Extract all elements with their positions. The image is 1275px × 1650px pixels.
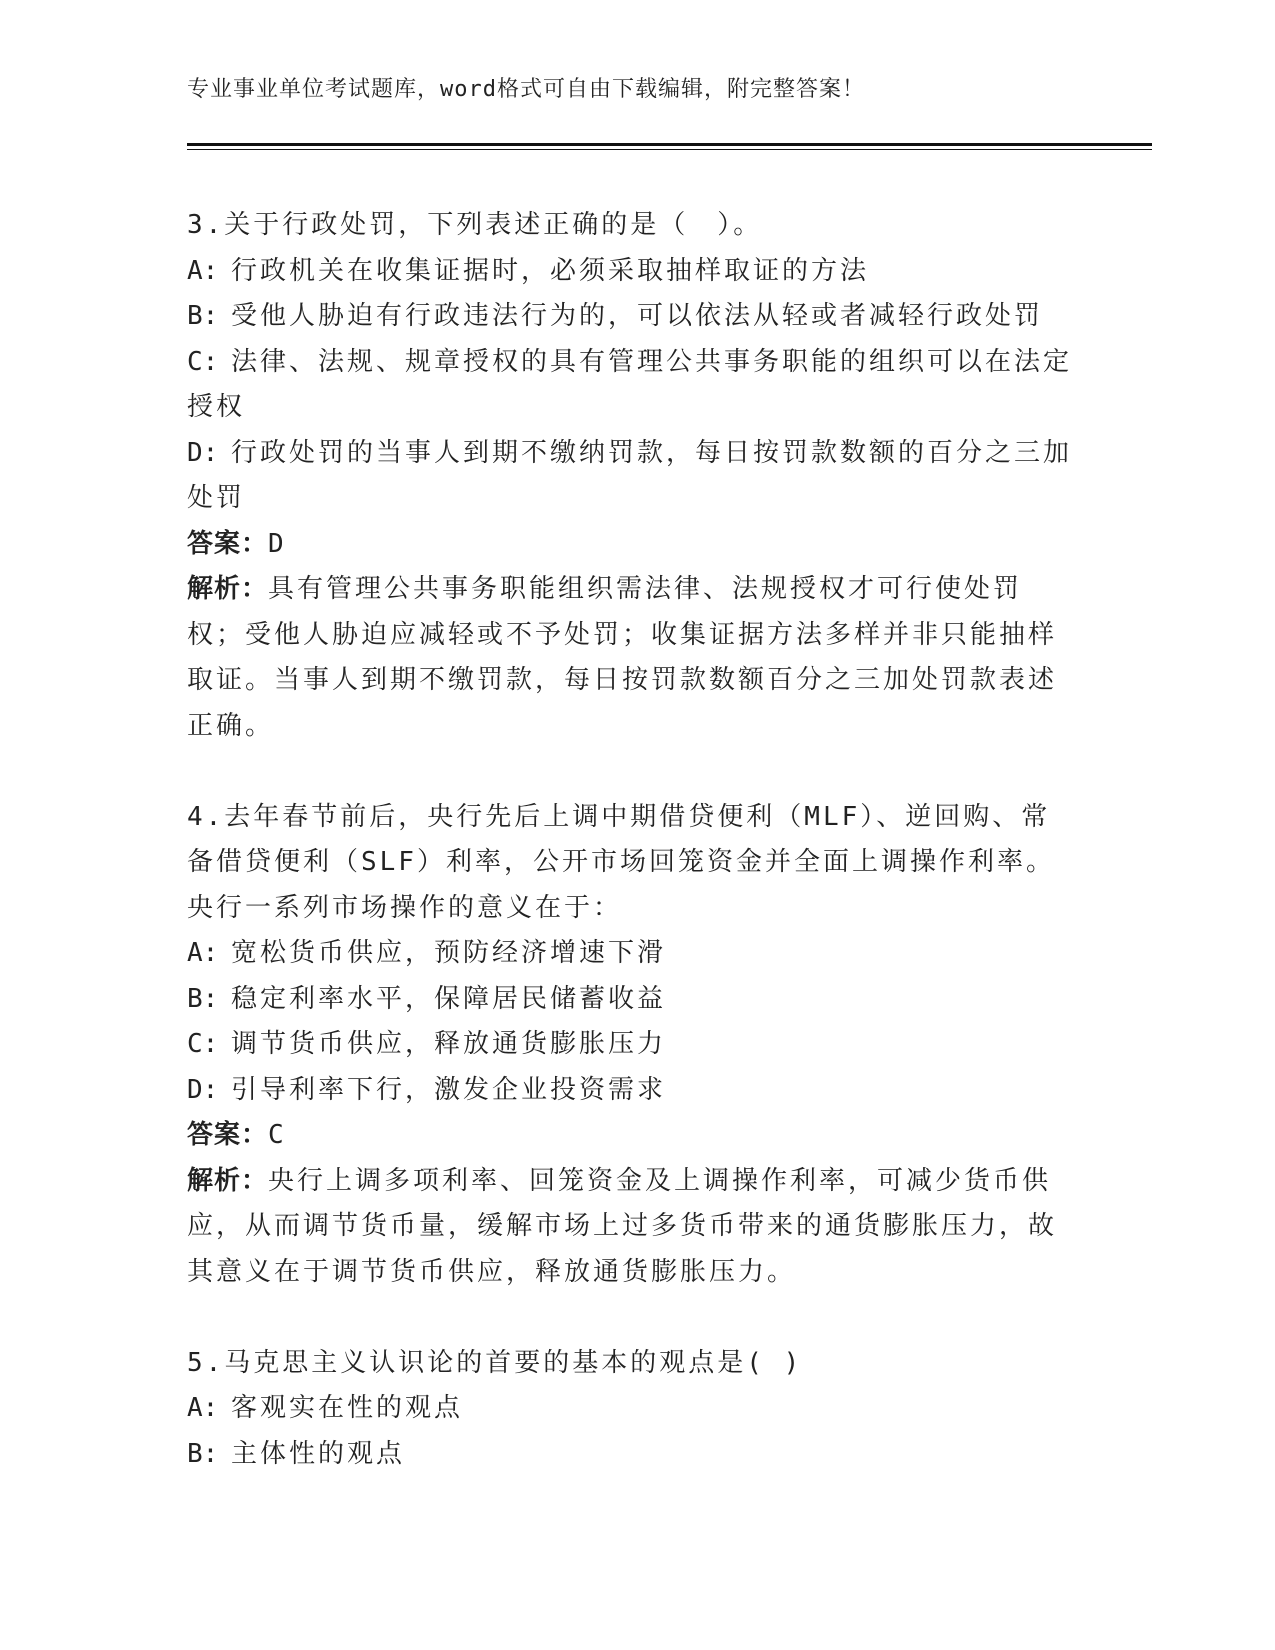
- analysis-text: 央行上调多项利率、回笼资金及上调操作利率，可减少货币供应，从而调节货币量，缓解市场上过多货币带来的通货膨胀压力，故其意义在于调节货币供应，释放通货膨胀压力。: [187, 1165, 1058, 1287]
- option-text: 引导利率下行，激发企业投资需求: [231, 1074, 667, 1105]
- option-key: C:: [187, 1029, 219, 1059]
- question-4: [187, 795, 1077, 1296]
- option-key: D:: [187, 437, 219, 468]
- option-text: 主体性的观点: [231, 1438, 406, 1469]
- option-text: 行政处罚的当事人到期不缴纳罚款，每日按罚款数额的百分之三加处罚: [187, 437, 1073, 513]
- answer-label: 答案：: [187, 1120, 269, 1150]
- option-key: A:: [187, 1393, 219, 1423]
- option-key: B:: [187, 983, 219, 1014]
- question-5: [187, 1341, 1077, 1478]
- option-text: 宽松货币供应，预防经济增速下滑: [231, 938, 667, 968]
- header-rule-thin: [187, 149, 1152, 150]
- option-text: 客观实在性的观点: [231, 1393, 464, 1423]
- question-title: 5.马克思主义认识论的首要的基本的观点是( ): [187, 1347, 803, 1378]
- option-text: 法律、法规、规章授权的具有管理公共事务职能的组织可以在法定授权: [187, 346, 1073, 422]
- question-list: [187, 203, 1077, 1523]
- option-b: [187, 294, 1077, 340]
- header-rule-thick: [187, 143, 1152, 146]
- option-d: [187, 1068, 1077, 1114]
- analysis-line: [187, 1159, 1077, 1296]
- option-key: B:: [187, 301, 219, 331]
- option-key: A:: [187, 938, 219, 968]
- option-key: C:: [187, 346, 219, 377]
- analysis-text: 具有管理公共事务职能组织需法律、法规授权才可行使处罚权；受他人胁迫应减轻或不予处罚；收集证据方法多样并非只能抽样取证。当事人到期不缴罚款，每日按罚款数额百分之三加处罚款表述正确。: [187, 574, 1058, 741]
- analysis-label: 解析：: [187, 1165, 269, 1196]
- analysis-label: 解析：: [187, 574, 269, 604]
- answer-value: C: [268, 1120, 287, 1150]
- page-header-text: 专业事业单位考试题库，word格式可自由下载编辑，附完整答案！: [187, 77, 865, 102]
- option-a: [187, 249, 1077, 295]
- option-a: [187, 1386, 1077, 1432]
- option-a: [187, 931, 1077, 977]
- answer-label: 答案：: [187, 528, 269, 559]
- option-b: [187, 1432, 1077, 1478]
- question-title: 4.去年春节前后，央行先后上调中期借贷便利（MLF）、逆回购、常备借贷便利（SLF）利率，公开市场回笼资金并全面上调操作利率。央行一系列市场操作的意义在于：: [187, 801, 1055, 923]
- option-key: D:: [187, 1074, 219, 1105]
- option-key: B:: [187, 1438, 219, 1469]
- option-text: 稳定利率水平，保障居民储蓄收益: [231, 983, 667, 1014]
- question-title: 3.关于行政处罚，下列表述正确的是（ ）。: [187, 210, 763, 240]
- analysis-line: [187, 567, 1077, 749]
- option-c: [187, 340, 1077, 431]
- option-text: 调节货币供应，释放通货膨胀压力: [231, 1029, 667, 1059]
- answer-line: [187, 522, 1077, 568]
- option-text: 行政机关在收集证据时，必须采取抽样取证的方法: [231, 255, 870, 286]
- option-text: 受他人胁迫有行政违法行为的，可以依法从轻或者减轻行政处罚: [231, 301, 1044, 331]
- question-3: [187, 203, 1077, 749]
- answer-line: [187, 1113, 1077, 1159]
- option-d: [187, 431, 1077, 522]
- option-c: [187, 1022, 1077, 1068]
- answer-value: D: [268, 528, 287, 559]
- option-key: A:: [187, 255, 219, 286]
- option-b: [187, 977, 1077, 1023]
